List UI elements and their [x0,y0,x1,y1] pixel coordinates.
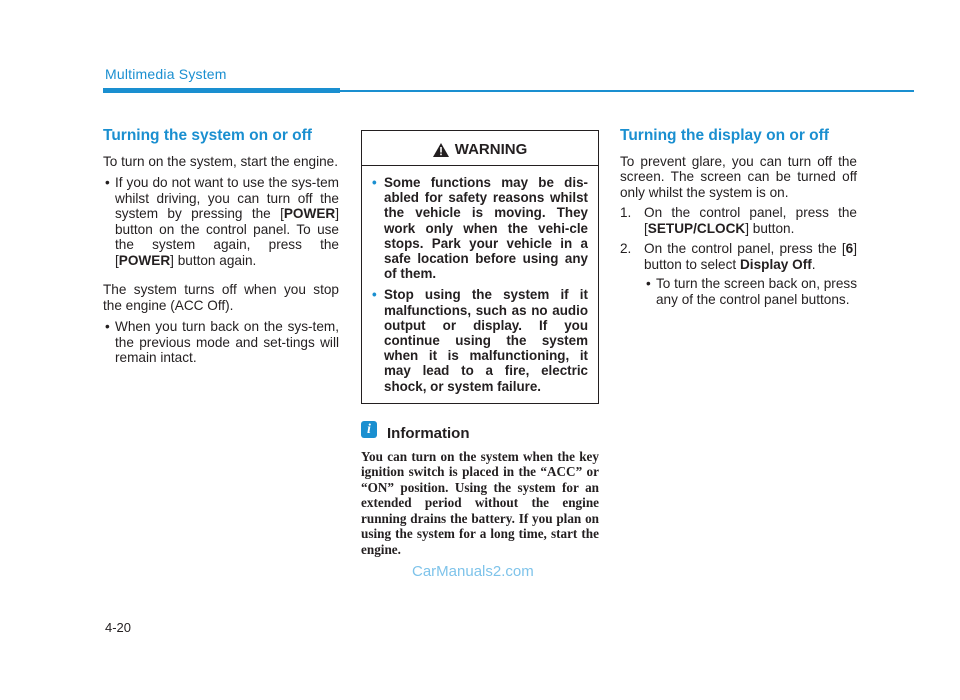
column-middle [361,130,599,558]
information-text: You can turn on the system when the key ignition switch is placed in the “ACC” or “ON” position. Using the system for an extended period without the engine running drains the battery. If you plan on using the system for a long time, start the engine. [361,448,599,558]
power-key: POWER [118,252,171,268]
heading-display-on-off: Turning the display on or off [620,127,829,144]
information-header [361,418,599,442]
display-off-option: Display Off [739,256,812,272]
bullet-dot: • [646,276,651,291]
bullet-text: If you do not want to use the sys-tem whilst driving, you can turn off the system by pressing the [ [115,175,339,221]
step-text: ] button. [745,220,795,236]
warning-box [361,130,599,404]
step-text: ] button to select [644,241,857,272]
page-number: 4-20 [105,620,132,635]
column-right [620,128,857,307]
warning-item-text: Some functions may be dis-abled for safety reasons whilst the vehicle is moving. They work only when the vehi-cle stops. Park your vehicle in a safe location before using any of them. [384,175,588,282]
warning-item [372,175,588,281]
acc-off-text: The system turns off when you stop the engine (ACC Off). [103,282,339,313]
sub-bullet-text: To turn the screen back on, press any of the control panel buttons. [656,276,857,307]
heading-system-on-off: Turning the system on or off [103,127,312,144]
section-title: Multimedia System [105,66,227,82]
step-number: 1. [620,205,632,220]
watermark: CarManuals2.com [412,563,534,580]
intro-text: To turn on the system, start the engine. [103,153,338,169]
bullet-text: When you turn back on the sys-tem, the previous mode and set-tings will remain intact. [115,319,339,365]
header-rule-thin [340,90,914,92]
bullet-resume [103,319,339,366]
warning-item-text: Stop using the system if it malfunctions, such as no audio output or display. If you continue using the system when it is malfunctioning, it may lead to a fire, electric shock, or system failure. [384,287,588,394]
bullet-dot: • [105,175,110,190]
step-text: On the control panel, press the [ [644,205,857,236]
warning-title: WARNING [454,141,528,159]
header-rule-thick [103,88,340,93]
bullet-power [103,175,339,268]
warning-body [362,166,598,394]
display-intro-text: To prevent glare, you can turn off the screen. The screen can be turned off only whilst the system is on. [620,153,857,200]
step-1 [620,205,857,236]
step-2 [620,241,857,272]
info-icon: i [361,421,377,438]
step-number: 2. [620,241,632,256]
column-left [103,128,339,366]
bullet-text: ] button on the control panel. To use the system again, press the [ [115,206,339,268]
warning-header [362,131,598,166]
key-6: 6 [845,241,854,256]
step-text: On the control panel, press the [ [644,241,846,256]
sub-bullet [620,276,857,307]
bullet-dot: • [105,319,110,334]
information-title: Information [387,425,470,442]
warning-triangle-icon [433,143,449,157]
bullet-text: ] button again. [170,252,257,268]
step-text: . [811,256,816,272]
setup-clock-key: SETUP/CLOCK [647,220,746,236]
bullet-dot: • [372,287,377,303]
power-key: POWER [283,206,336,221]
bullet-dot: • [372,175,377,190]
warning-item [372,287,588,393]
